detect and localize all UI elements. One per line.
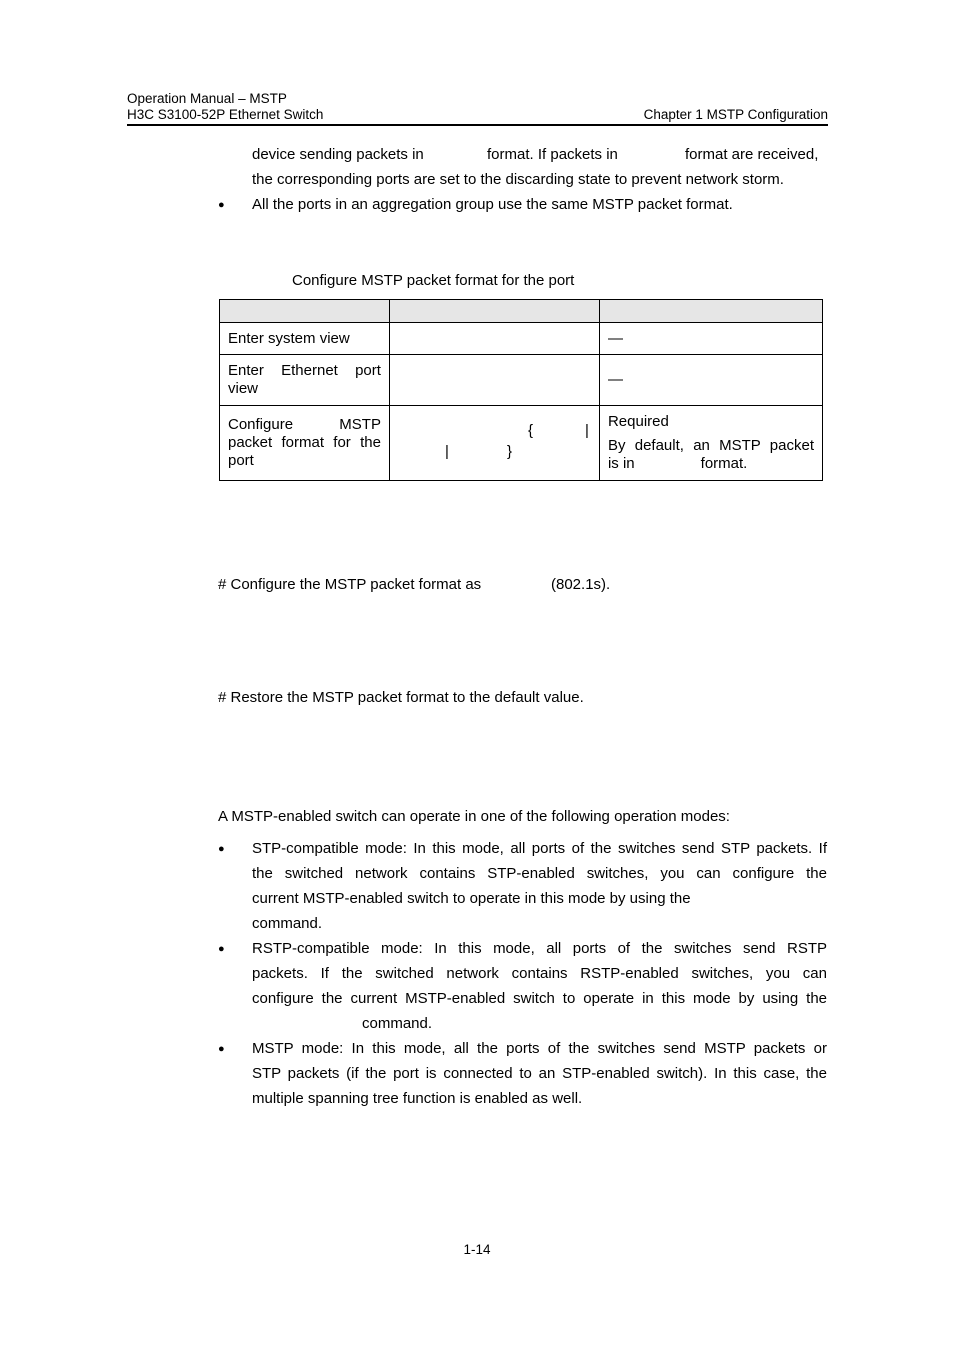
operation-line: Enter Ethernet port — [228, 362, 381, 379]
table-row — [220, 355, 823, 406]
mstp-mode-line: MSTP mode: In this mode, all the ports of the switches send MSTP packets or — [252, 1040, 827, 1057]
table-row — [220, 323, 823, 355]
stp-mode-line: STP-compatible mode: In this mode, all ports of the switches send STP packets. If — [252, 840, 827, 857]
table-row — [220, 406, 823, 481]
bullet-icon: ● — [218, 199, 225, 211]
bullet-icon: ● — [218, 943, 225, 955]
operation-line: port — [228, 452, 254, 469]
rstp-mode-line: packets. If the switched network contains RSTP-enabled switches, you can — [252, 965, 827, 982]
page-number: 1-14 — [463, 1242, 491, 1257]
intro-line1-c: format are received, — [685, 146, 819, 163]
cell-operation: Enter system view — [220, 323, 390, 355]
rstp-mode-line: configure the current MSTP-enabled switch to operate in this mode by using the — [252, 990, 827, 1007]
stp-mode-line: the switched network contains STP-enabled switches, you can configure the — [252, 865, 827, 882]
command-separator: | — [584, 422, 589, 439]
remarks-default-line: By default, an MSTP packet — [607, 437, 814, 454]
modes-intro: A MSTP-enabled switch can operate in one of the following operation modes: — [218, 808, 730, 825]
cell-remarks: — — [599, 323, 822, 355]
cell-operation — [220, 406, 390, 481]
remarks-required: Required — [607, 413, 669, 430]
cell-command — [389, 355, 599, 406]
bullet-icon: ● — [218, 1043, 225, 1055]
remarks-default-line — [608, 455, 814, 473]
header-cell-command — [389, 300, 599, 323]
example-configure-text: # Configure the MSTP packet format as — [218, 576, 482, 593]
operation-line: packet format for the — [228, 434, 381, 451]
cell-remarks: — — [599, 355, 822, 406]
config-table — [219, 299, 823, 481]
stp-mode-line: command. — [252, 915, 323, 932]
rstp-mode-line: RSTP-compatible mode: In this mode, all ports of the switches send RSTP — [252, 940, 827, 957]
intro-line1-a: device sending packets in — [252, 146, 424, 163]
intro-line2: the corresponding ports are set to the discarding state to prevent network storm. — [252, 171, 784, 188]
operation-line: Configure MSTP — [228, 416, 381, 433]
intro-bullet-text: All the ports in an aggregation group use the same MSTP packet format. — [252, 196, 733, 213]
header-manual-title: Operation Manual – MSTP — [127, 91, 287, 106]
example-configure-suffix: (802.1s). — [551, 576, 611, 593]
operation-line: view — [228, 380, 259, 397]
header-chapter: Chapter 1 MSTP Configuration — [643, 107, 828, 122]
stp-mode-line: current MSTP-enabled switch to operate in this mode by using the — [252, 890, 691, 907]
header-cell-remarks — [599, 300, 822, 323]
mstp-mode-line: STP packets (if the port is connected to an STP-enabled switch). In this case, the — [252, 1065, 827, 1082]
cell-remarks — [599, 406, 822, 481]
example-restore-text: # Restore the MSTP packet format to the default value. — [218, 689, 584, 706]
intro-line1-b: format. If packets in — [487, 146, 618, 163]
command-brace-open: { — [527, 422, 533, 439]
command-brace-close: } — [506, 443, 512, 460]
cell-command — [389, 323, 599, 355]
remarks-text: is in — [607, 455, 635, 472]
header-product-name: H3C S3100-52P Ethernet Switch — [127, 107, 324, 122]
table-caption: Configure MSTP packet format for the port — [292, 272, 575, 289]
mstp-mode-line: multiple spanning tree function is enabled as well. — [252, 1090, 583, 1107]
header-cell-operation — [220, 300, 390, 323]
cell-command — [389, 406, 599, 481]
header-rule — [127, 124, 828, 126]
rstp-mode-line: command. — [362, 1015, 433, 1032]
cell-operation — [220, 355, 390, 406]
remarks-text: format. — [700, 455, 748, 472]
command-separator: | — [444, 443, 449, 460]
bullet-icon: ● — [218, 843, 225, 855]
table-header-row — [220, 300, 823, 323]
